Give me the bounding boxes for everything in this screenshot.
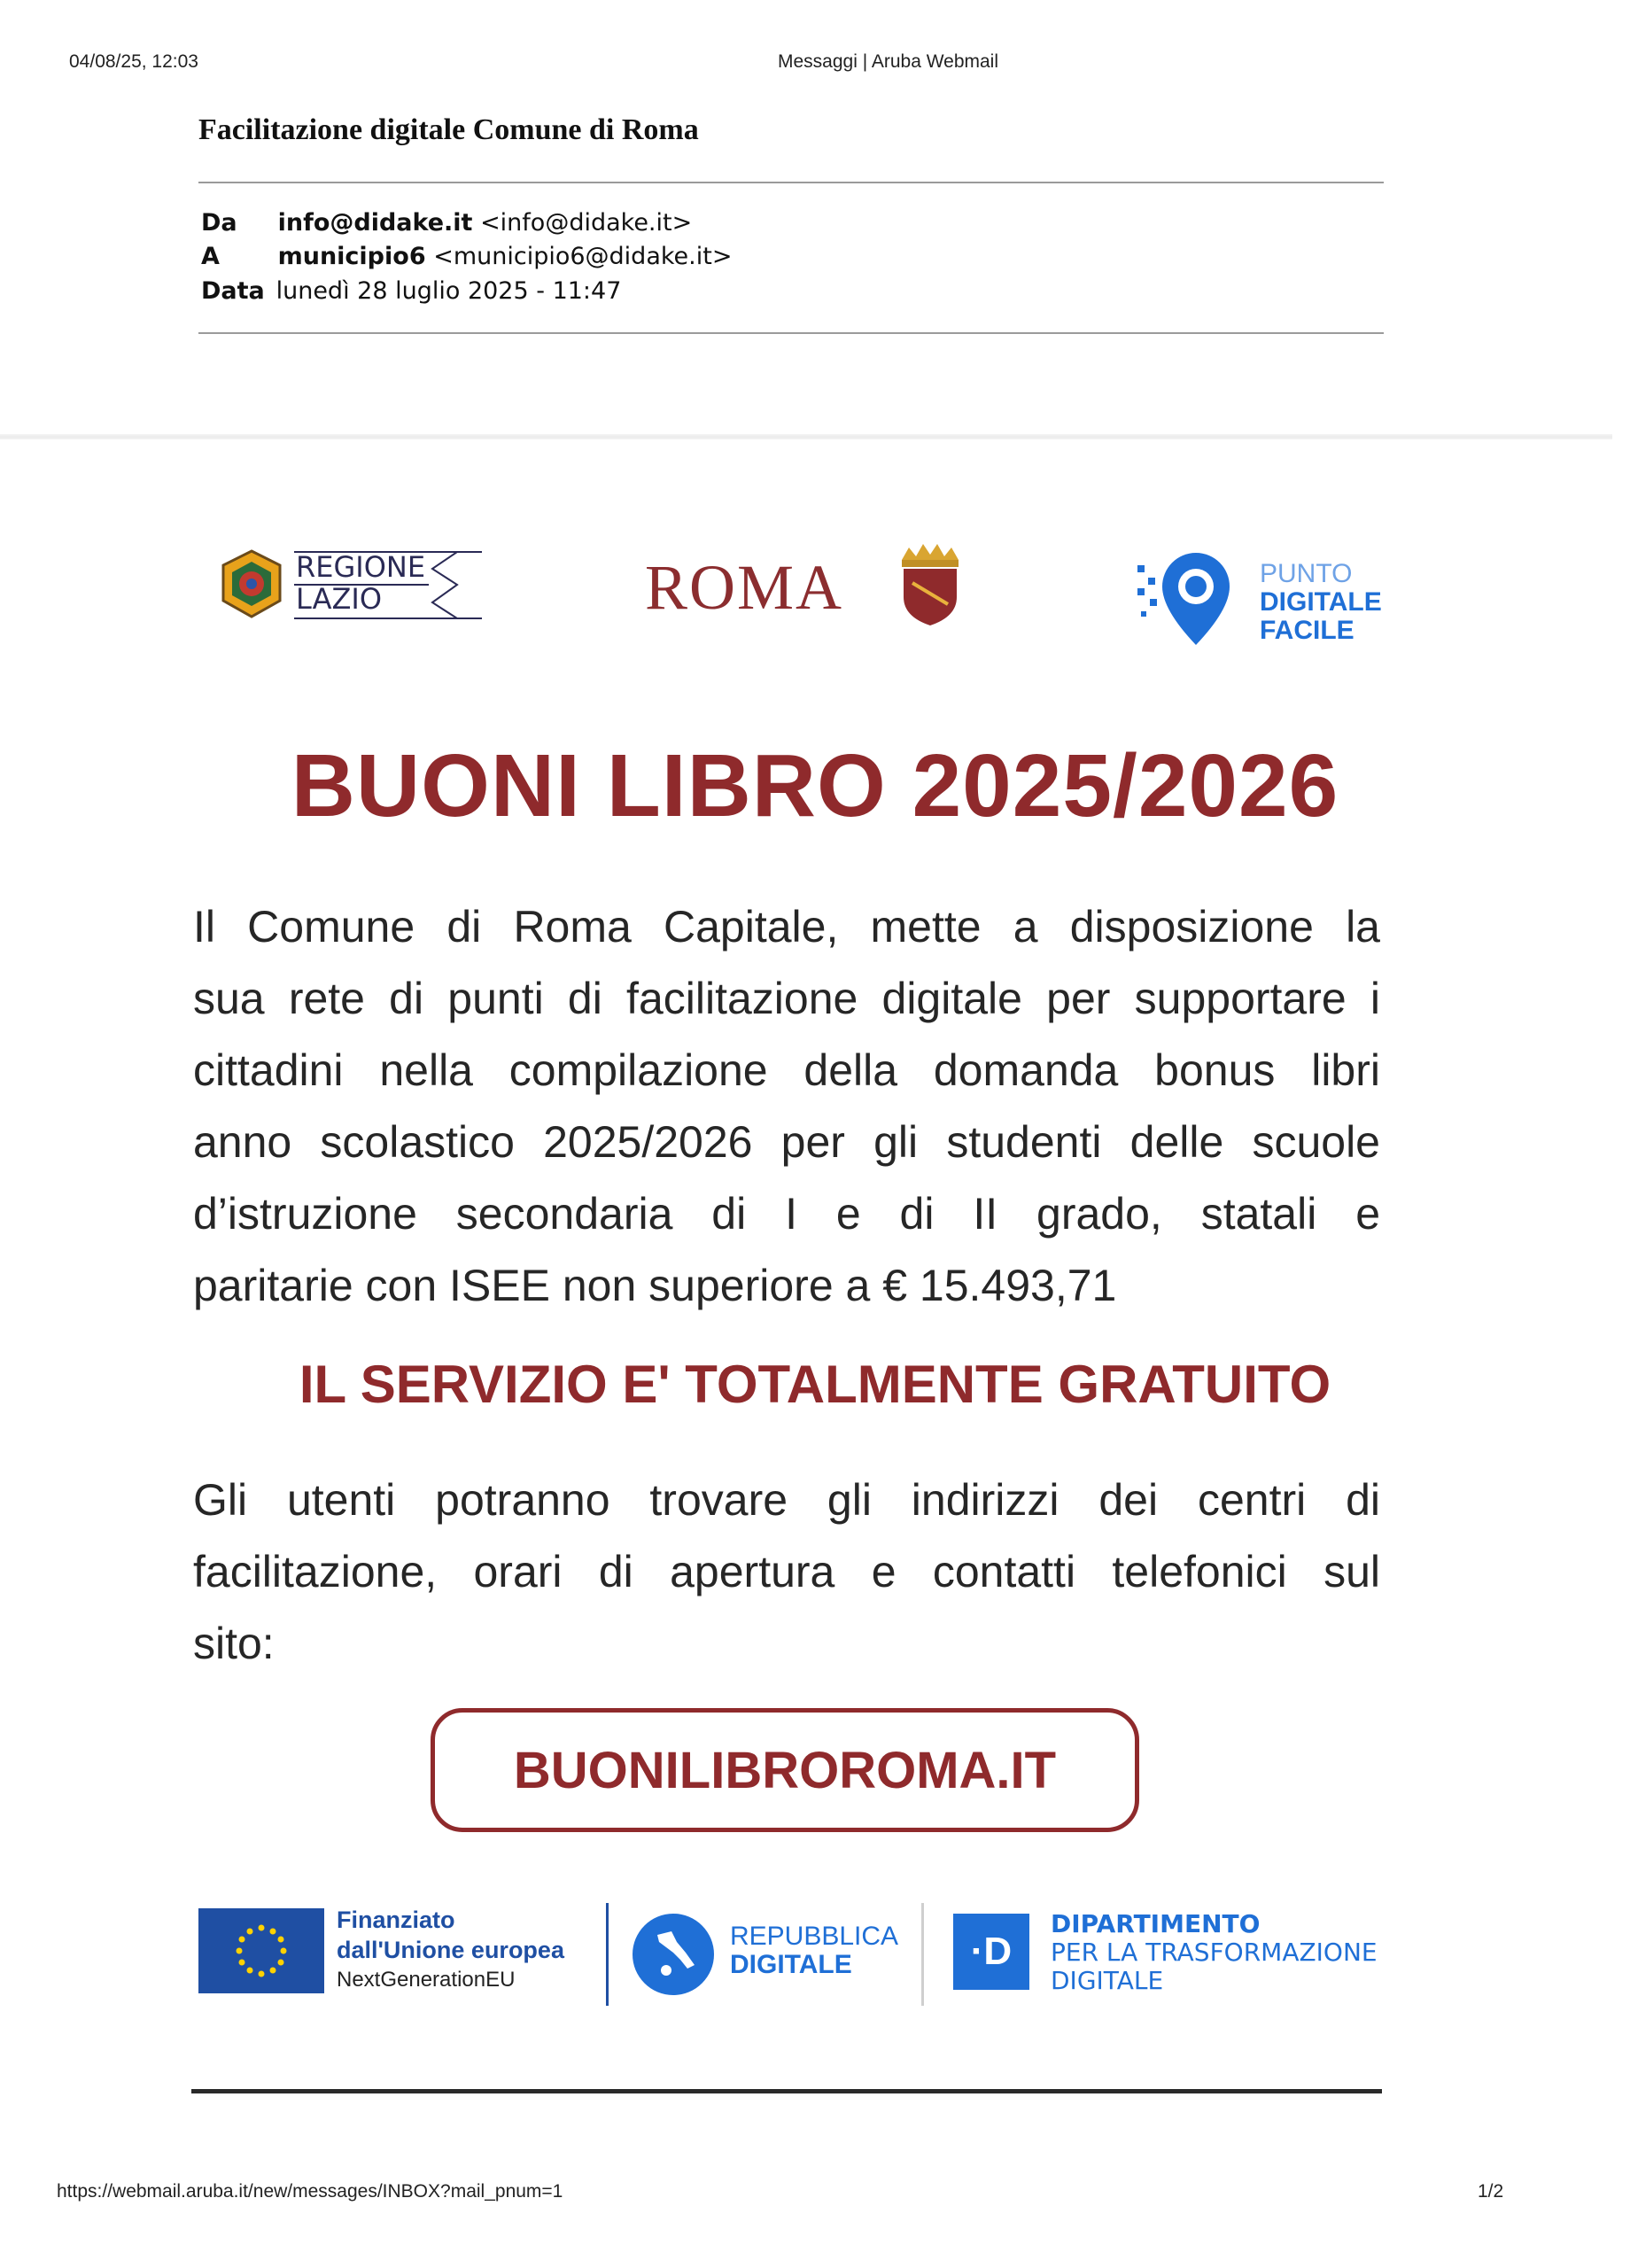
to-name[interactable]: municipio6: [277, 243, 426, 270]
paragraph-line: facilitazione, orari di apertura e contatti telefonici sul: [193, 1547, 1380, 1596]
flyer-headline: BUONI LIBRO 2025/2026: [291, 736, 1339, 835]
repubblica-label: REPUBBLICA: [730, 1922, 899, 1951]
free-service-notice: IL SERVIZIO E' TOTALMENTE GRATUITO: [299, 1355, 1331, 1414]
print-datetime: 04/08/25, 12:03: [69, 51, 198, 72]
eu-flag-icon: [198, 1908, 324, 1993]
site-link-button[interactable]: BUONILIBROROMA.IT: [431, 1708, 1139, 1832]
next-generation-eu-label: NextGenerationEU: [337, 1968, 516, 1992]
punto-label: PUNTO: [1260, 559, 1353, 588]
paragraph-line: sito:: [193, 1619, 275, 1668]
trasformazione-label: PER LA TRASFORMAZIONE: [1051, 1938, 1378, 1967]
digitale-rd-label: DIGITALE: [730, 1950, 852, 1979]
location-pin-icon: [1134, 548, 1240, 654]
print-page-number: 1/2: [1478, 2181, 1504, 2202]
date-label: Data: [201, 277, 265, 305]
repubblica-digitale-icon: [631, 1912, 716, 1997]
digitale-dtd-label: DIGITALE: [1051, 1966, 1164, 1995]
roma-wordmark: ROMA: [645, 552, 844, 623]
paragraph-line: anno scolastico 2025/2026 per gli studenti delle scuole: [193, 1117, 1380, 1167]
regione-label: REGIONE: [296, 550, 426, 584]
info-paragraph: [193, 1464, 1380, 1680]
divider: [198, 332, 1384, 334]
email-subject: Facilitazione digitale Comune di Roma: [198, 113, 699, 146]
print-url: https://webmail.aruba.it/new/messages/INBOX?mail_pnum=1: [57, 2181, 563, 2202]
to-label: A: [201, 243, 220, 270]
paragraph-line: cittadini nella compilazione della domanda bonus libri: [193, 1045, 1380, 1095]
divider: [198, 182, 1384, 183]
lazio-label: LAZIO: [296, 582, 382, 616]
date-value: lunedì 28 luglio 2025 - 11:47: [276, 277, 622, 305]
dtd-mark-icon: ·D: [953, 1914, 1029, 1990]
to-address: <municipio6@didake.it>: [433, 243, 733, 270]
eu-union-label: dall'Unione europea: [337, 1937, 564, 1963]
regione-lazio-logo: [216, 548, 491, 627]
scan-artifact: [0, 434, 1612, 439]
print-page-title: Messaggi | Aruba Webmail: [778, 51, 999, 72]
intro-paragraph: [193, 891, 1380, 1322]
from-name[interactable]: info@didake.it: [277, 209, 473, 237]
email-to-row: [201, 243, 732, 270]
paragraph-line: Il Comune di Roma Capitale, mette a disposizione la: [193, 902, 1380, 951]
roma-logo: [645, 542, 964, 631]
roma-shield-icon: [896, 542, 964, 627]
dipartimento-label: DIPARTIMENTO: [1051, 1909, 1261, 1938]
from-address: <info@didake.it>: [480, 209, 693, 237]
regione-lazio-frame-icon: [216, 548, 491, 627]
paragraph-line: d’istruzione secondaria di I e di II grado, statali e: [193, 1189, 1380, 1239]
digitale-label: DIGITALE: [1260, 587, 1382, 617]
paragraph-line: Gli utenti potranno trovare gli indirizzi dei centri di: [193, 1475, 1380, 1525]
paragraph-line: sua rete di punti di facilitazione digitale per supportare i: [193, 974, 1380, 1023]
footer-logos: [198, 1903, 1386, 2009]
from-label: Da: [201, 209, 237, 237]
facile-label: FACILE: [1260, 616, 1354, 645]
email-from-row: [201, 209, 692, 237]
eu-funded-label: Finanziato: [337, 1907, 455, 1933]
divider: [191, 2089, 1382, 2093]
paragraph-line: paritarie con ISEE non superiore a € 15.493,71: [193, 1261, 1117, 1310]
divider: [921, 1903, 924, 2006]
email-date-row: [201, 277, 621, 305]
punto-digitale-facile-logo: [1134, 548, 1400, 654]
divider: [606, 1903, 609, 2006]
